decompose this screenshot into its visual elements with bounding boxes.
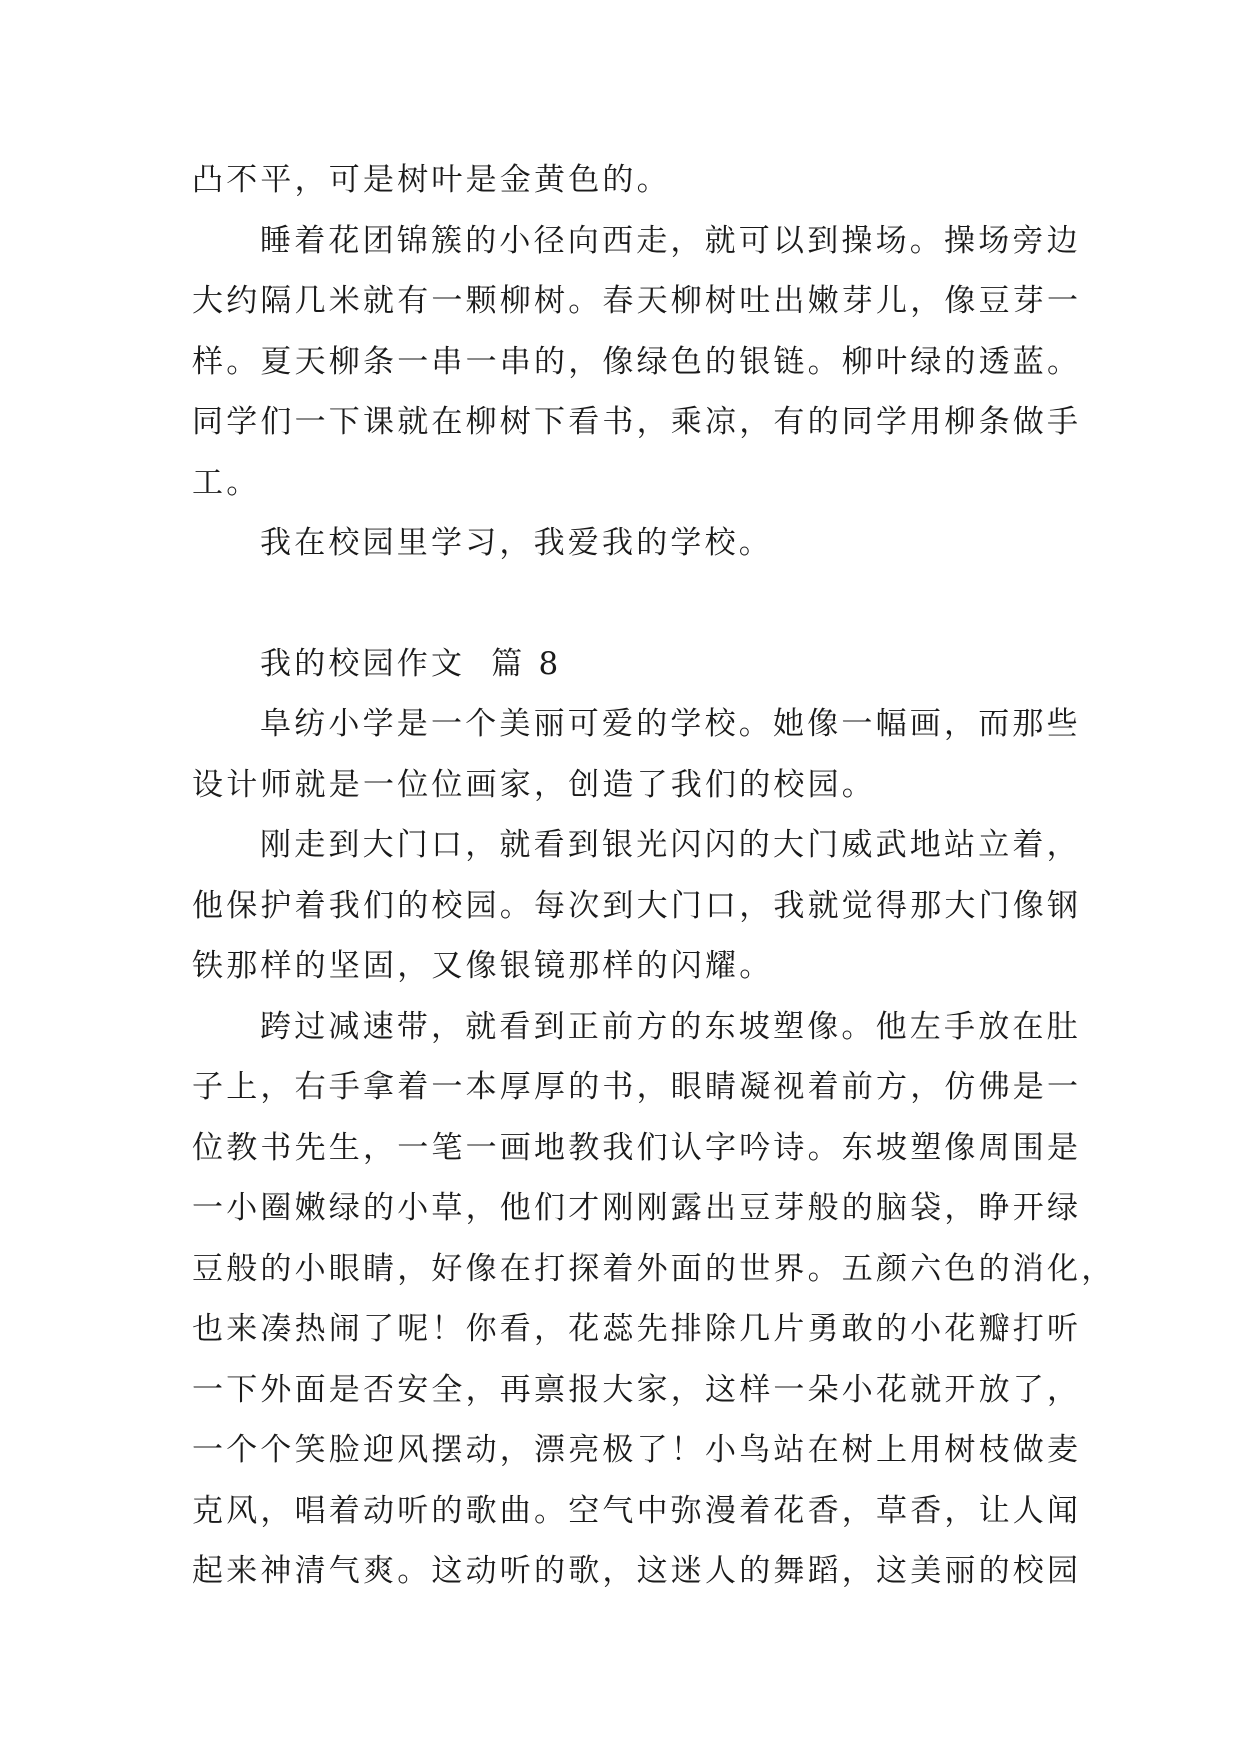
text-line: 设计师就是一位位画家，创造了我们的校园。 — [192, 766, 876, 803]
text-line: 铁那样的坚固，又像银镜那样的闪耀。 — [192, 948, 774, 984]
text-line: 刚走到大门口，就看到银光闪闪的大门威武地站立着， — [260, 827, 1081, 863]
text-line: 阜纺小学是一个美丽可爱的学校。她像一幅画，而那些 — [260, 706, 1081, 742]
section-heading-text: 我的校园作文 篇 8 — [260, 645, 562, 682]
text-line: 克风，唱着动听的歌曲。空气中弥漫着花香，草香，让人闻 — [192, 1492, 1082, 1529]
text-line: 也来凑热闹了呢！你看，花蕊先排除几片勇敢的小花瓣打听 — [192, 1311, 1082, 1347]
text-line: 睡着花团锦簇的小径向西走，就可以到操场。操场旁边 — [260, 222, 1081, 259]
paragraph-3 — [192, 513, 1072, 574]
text-line: 一下外面是否安全，再禀报大家，这样一朵小花就开放了， — [192, 1371, 1082, 1408]
paragraph-2 — [192, 211, 1082, 514]
text-line: 他保护着我们的校园。每次到大门口，我就觉得那大门像钢 — [192, 887, 1082, 924]
text-line: 大约隔几米就有一颗柳树。春天柳树吐出嫩芽儿，像豆芽一 — [192, 283, 1082, 319]
text-line: 起来神清气爽。这动听的歌，这迷人的舞蹈，这美丽的校园 — [192, 1553, 1082, 1589]
paragraph-5 — [192, 815, 1082, 997]
text-line: 样。夏天柳条一串一串的，像绿色的银链。柳叶绿的透蓝。 — [192, 343, 1082, 380]
text-line: 一个个笑脸迎风摆动，漂亮极了！小鸟站在树上用树枝做麦 — [192, 1432, 1082, 1468]
text-line: 跨过减速带，就看到正前方的东坡塑像。他左手放在肚 — [260, 1008, 1081, 1045]
text-line: 子上，右手拿着一本厚厚的书，眼睛凝视着前方，仿佛是一 — [192, 1069, 1082, 1105]
text-line: 同学们一下课就在柳树下看书，乘凉，有的同学用柳条做手 — [192, 404, 1082, 440]
paragraph-6 — [192, 997, 1116, 1602]
text-line: 豆般的小眼睛，好像在打探着外面的世界。五颜六色的消化， — [192, 1250, 1116, 1287]
text-line: 一小圈嫩绿的小草，他们才刚刚露出豆芽般的脑袋，睁开绿 — [192, 1190, 1082, 1226]
text-line: 位教书先生，一笔一画地教我们认字吟诗。东坡塑像周围是 — [192, 1129, 1082, 1166]
section-heading — [192, 634, 1072, 695]
essay-text-block — [192, 150, 1116, 1602]
text-line: 凸不平，可是树叶是金黄色的。 — [192, 162, 671, 198]
text-line: 工。 — [192, 464, 261, 501]
text-line: 我在校园里学习，我爱我的学校。 — [260, 525, 773, 561]
paragraph-1 — [192, 150, 1072, 211]
paragraph-4 — [192, 694, 1081, 815]
